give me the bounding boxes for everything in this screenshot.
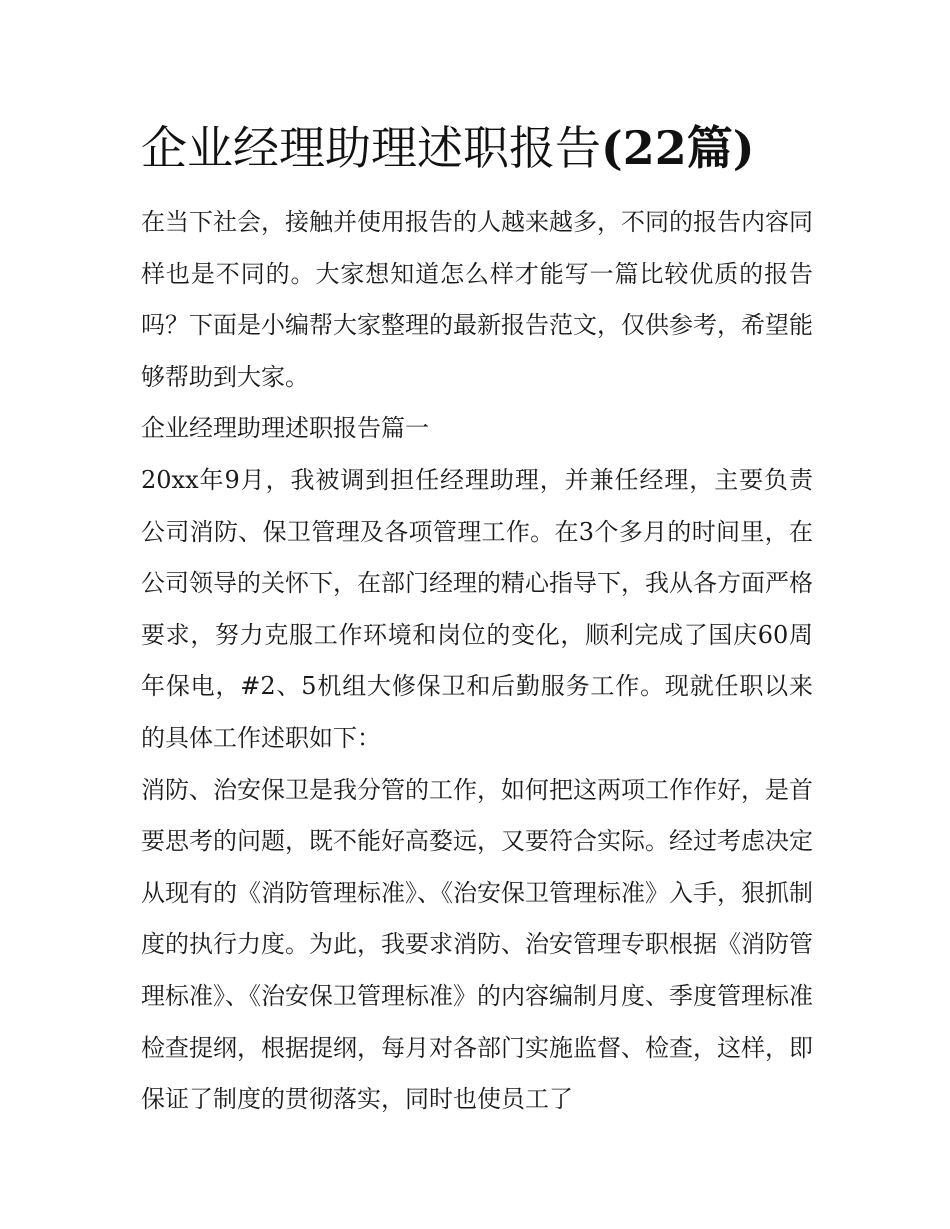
intro-paragraph: 在当下社会，接触并使用报告的人越来越多，不同的报告内容同样也是不同的。大家想知道怎么样才能写一篇比较优质的报告吗？下面是小编帮大家整理的最新报告范文，仅供参考，希望能够帮助到大家。 xyxy=(141,208,813,391)
title-suffix: (22篇) xyxy=(601,121,755,175)
section-heading: 企业经理助理述职报告篇一 xyxy=(141,414,429,443)
title-main: 企业经理助理述职报告 xyxy=(141,121,601,175)
document-title xyxy=(141,118,841,178)
body-paragraph: 消防、治安保卫是我分管的工作，如何把这两项工作作好，是首要思考的问题，既不能好高婺远，又要符合实际。经过考虑决定从现有的《消防管理标准》、《治安保卫管理标准》入手，狠抓制度的执行力度。为此，我要求消防、治安管理专职根据《消防管理标准》、《治安保卫管理标准》的内容编制月度、季度管理标准检查提纲，根据提纲，每月对各部门实施监督、检查，这样，即保证了制度的贯彻落实，同时也使员工了 xyxy=(141,775,813,1114)
body-paragraph: 20xx年9月，我被调到担任经理助理，并兼任经理，主要负责公司消防、保卫管理及各项管理工作。在3个多月的时间里，在公司领导的关怀下，在部门经理的精心指导下，我从各方面严格要求，努力克服工作环境和岗位的变化，顺利完成了国庆60周年保电，#2、5机组大修保卫和后勤服务工作。现就任职以来的具体工作述职如下： xyxy=(141,465,813,752)
document-body xyxy=(141,197,813,1126)
